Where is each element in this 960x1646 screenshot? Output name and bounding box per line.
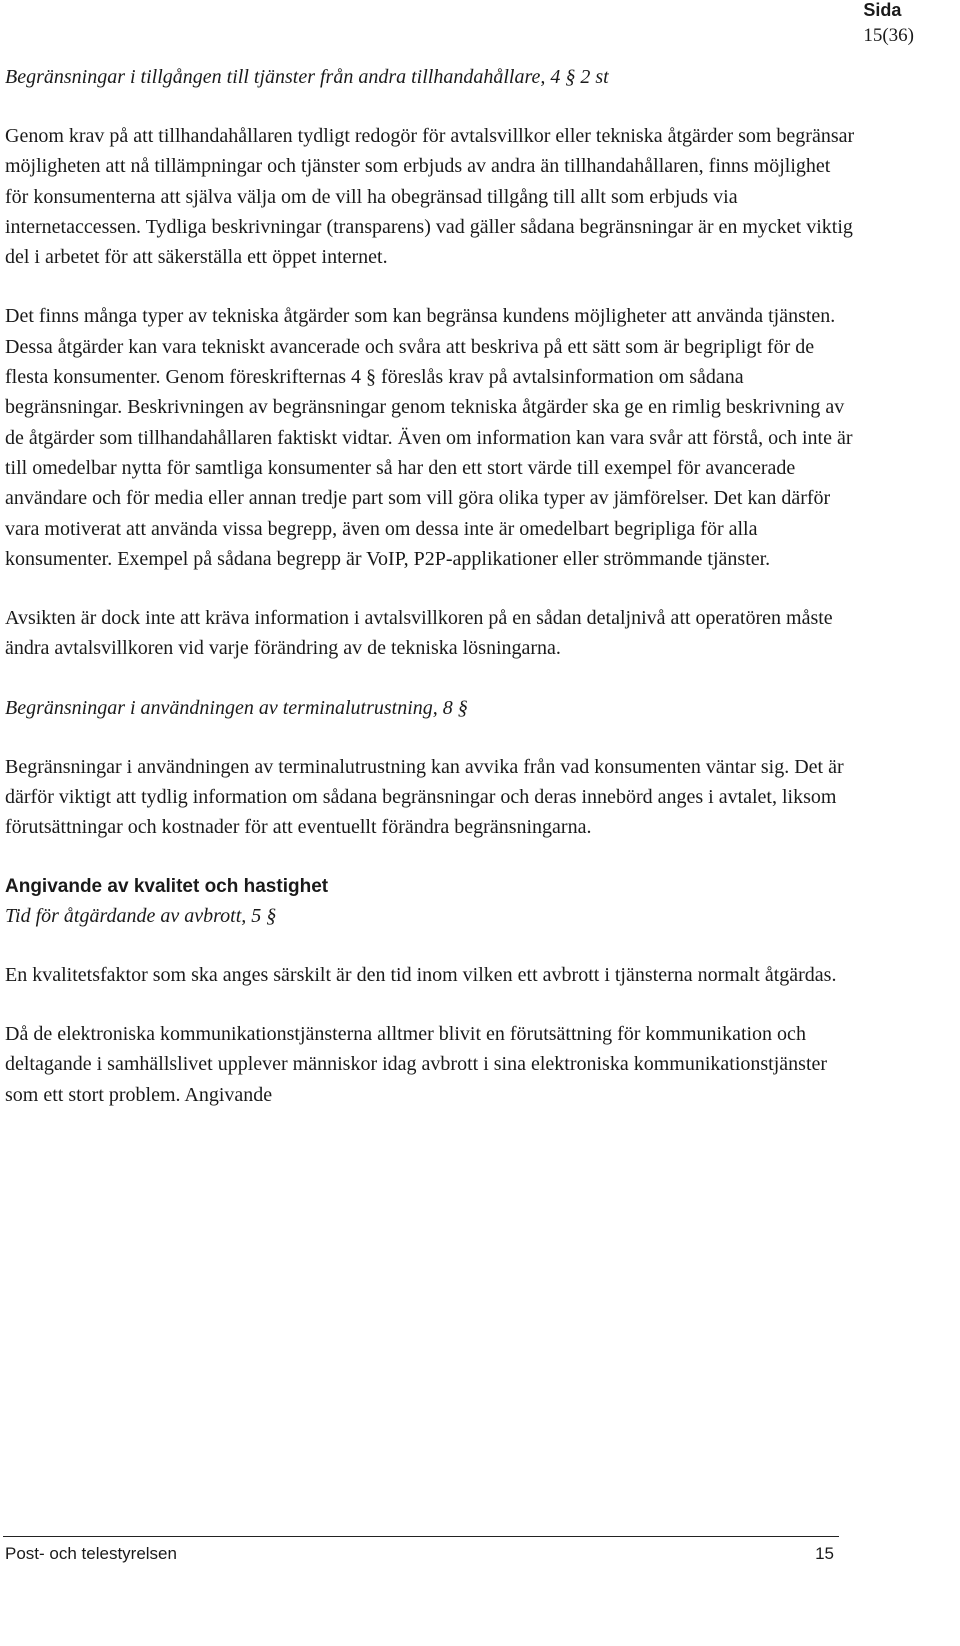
paragraph: Avsikten är dock inte att kräva information i avtalsvillkoren på en sådan detaljnivå att operatören måste ändra avtalsvillkoren vid varje förändring av de tekniska lösningarna. [5, 607, 833, 660]
page-label: Sida [863, 0, 902, 20]
paragraph: Det finns många typer av tekniska åtgärder som kan begränsa kundens möjligheter att använda tjänsten. Dessa åtgärder kan vara tekniskt avancerade och svåra att beskriva på ett sätt som är begripligt för de flesta konsumenter. Genom föreskrifternas 4 § föreslås krav på avtalsinformation om sådana begränsningar. Beskrivningen av begränsningar genom tekniska åtgärder ska ge en rimlig beskrivning av de åtgärder som tillhandahållaren faktiskt vidtar. Även om information kan vara svår att förstå, och inte är till omedelbar nytta för samtliga konsumenter så har den ett stort värde till exempel för avancerade användare och för media eller annan tredje part som vill göra olika typer av jämförelser. Det kan därför vara motiverat att använda vissa begrepp, även om dessa inte är omedelbart begripliga för alla konsumenter. Exempel på sådana begrepp är VoIP, P2P-applikationer eller strömmande tjänster. [5, 305, 853, 570]
paragraph: En kvalitetsfaktor som ska anges särskilt är den tid inom vilken ett avbrott i tjänsterna normalt åtgärdas. [5, 963, 837, 986]
paragraph: Då de elektroniska kommunikationstjänsterna alltmer blivit en förutsättning för kommunikation och deltagande i samhällslivet upplever människor idag avbrott i sina elektroniska kommunikationstjänster som ett stort problem. Angivande [5, 1022, 828, 1106]
page-header [863, 0, 914, 52]
footer-page-number: 15 [815, 1544, 834, 1563]
footer-divider [3, 1536, 839, 1537]
paragraph: Begränsningar i användningen av terminalutrustning kan avvika från vad konsumenten väntar sig. Det är därför viktigt att tydlig information om sådana begränsningar och deras innebörd anges i avtalet, liksom förutsättningar och kostnader för att eventuellt förändra begränsningarna. [5, 755, 844, 839]
section-heading: Angivande av kvalitet och hastighet [5, 875, 329, 897]
document-body [5, 62, 857, 1110]
paragraph: Genom krav på att tillhandahållaren tydligt redogör för avtalsvillkor eller tekniska åtgärder som begränsar möjligheten att nå tillämpningar och tjänster som erbjuds av andra än tillhandahållaren, finns möjlighet för konsumenterna att själva välja om de vill ha obegränsad tillgång till allt som erbjuds via internetaccessen. Tydliga beskrivningar (transparens) vad gäller sådana begränsningar är en mycket viktig del i arbetet för att säkerställa ett öppet internet. [5, 125, 855, 269]
section-title: Begränsningar i tillgången till tjänster från andra tillhandahållare, 4 § 2 st [5, 66, 609, 88]
section-title: Begränsningar i användningen av terminalutrustning, 8 § [5, 696, 468, 719]
footer-organization: Post- och telestyrelsen [5, 1544, 177, 1563]
section-title: Tid för åtgärdande av avbrott, 5 § [5, 904, 277, 927]
page-count: 15(36) [863, 25, 914, 46]
